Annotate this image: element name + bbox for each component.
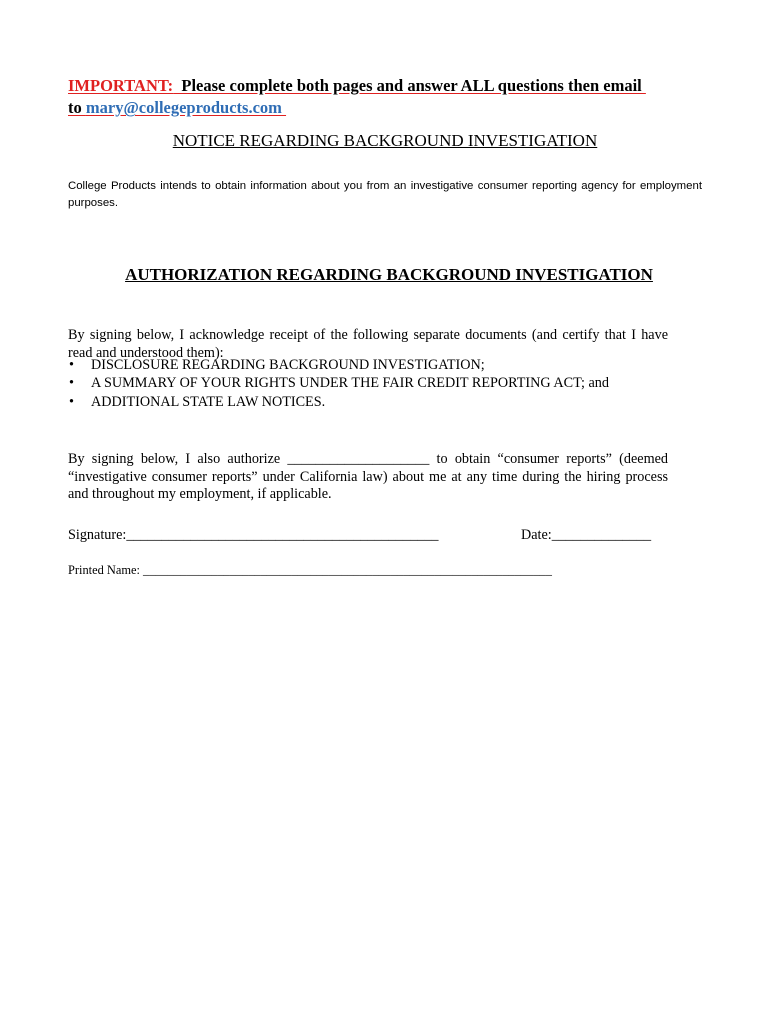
list-item: [68, 374, 688, 392]
list-item-text: A SUMMARY OF YOUR RIGHTS UNDER THE FAIR CREDIT REPORTING ACT; and: [91, 375, 609, 392]
list-item: [68, 393, 688, 411]
email-prefix: to: [68, 98, 86, 117]
important-line-2: [68, 97, 708, 119]
bullet-icon: •: [69, 357, 74, 373]
email-suffix: [282, 98, 286, 117]
printed-name-field[interactable]: Printed Name: __________________________________________________________________: [68, 563, 552, 577]
important-instruction-text: Please complete both pages and answer ALL questions then email: [173, 76, 646, 95]
authorization-heading: AUTHORIZATION REGARDING BACKGROUND INVESTIGATION: [125, 265, 653, 284]
authorize-paragraph: By signing below, I also authorize ____________________ to obtain “consumer reports” (deemed “investigative consumer reports” under California law) about me at any time during the hiring process and throughout my employment, if applicable.: [68, 451, 668, 503]
list-item: [68, 356, 688, 374]
notice-heading: NOTICE REGARDING BACKGROUND INVESTIGATION: [172, 131, 598, 150]
important-line-1: [68, 75, 708, 97]
email-link[interactable]: mary@collegeproducts.com: [85, 98, 282, 117]
date-field[interactable]: Date:______________: [521, 527, 652, 543]
important-instructions: [68, 75, 708, 119]
signature-field[interactable]: Signature:____________________________________________: [68, 527, 439, 543]
notice-paragraph: College Products intends to obtain information about you from an investigative consumer reporting agency for employment purposes.: [68, 180, 702, 209]
bullet-icon: •: [69, 375, 74, 392]
list-item-text: DISCLOSURE REGARDING BACKGROUND INVESTIGATION;: [91, 357, 485, 373]
document-list: [68, 356, 688, 411]
list-item-text: ADDITIONAL STATE LAW NOTICES.: [91, 393, 326, 410]
important-label: IMPORTANT:: [68, 76, 174, 95]
acknowledge-paragraph: By signing below, I acknowledge receipt of the following separate documents (and certify that I have read and understood them):: [68, 327, 668, 362]
bullet-icon: •: [69, 393, 74, 410]
